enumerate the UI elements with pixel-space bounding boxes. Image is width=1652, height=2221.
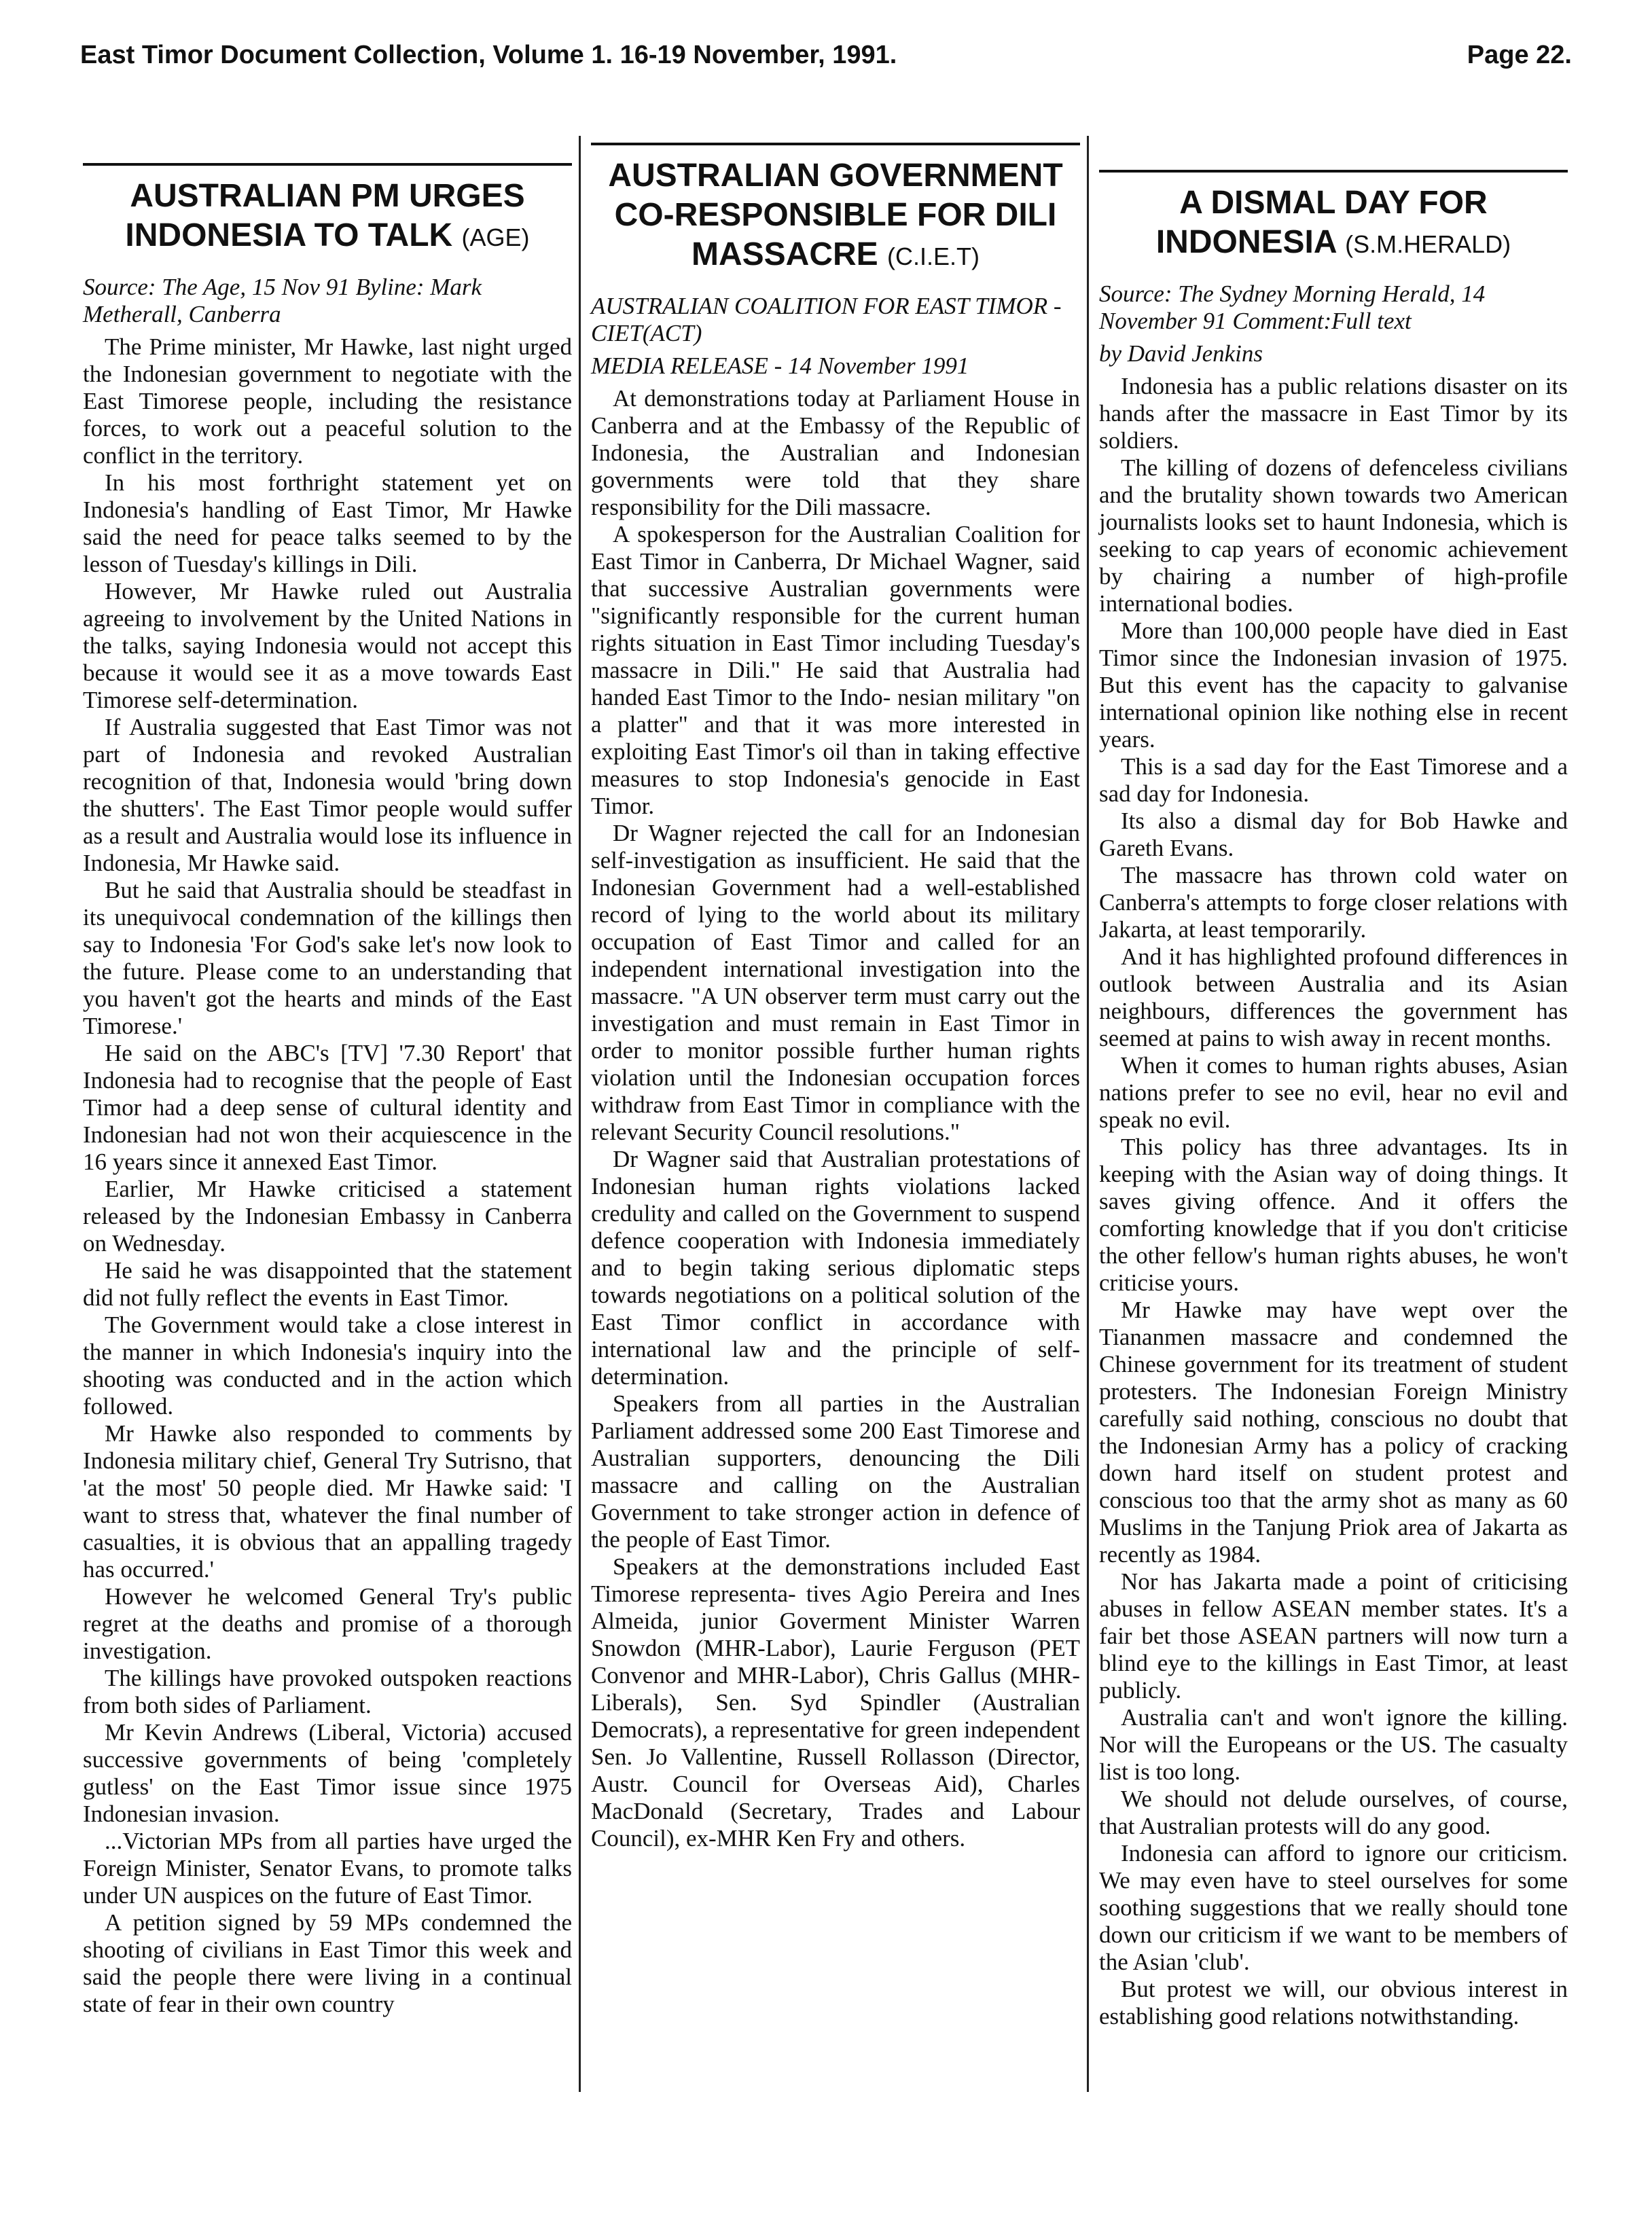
source-tag: (AGE)	[461, 223, 530, 251]
paragraph: Mr Kevin Andrews (Liberal, Victoria) accused successive governments of being 'completely gutless' on the East Timor issue since 1975 Indonesian invasion.	[83, 1719, 572, 1827]
article-source: Source: The Age, 15 Nov 91 Byline: Mark Metherall, Canberra	[83, 274, 482, 327]
paragraph: When it comes to human rights abuses, Asian nations prefer to see no evil, hear no evil and speak no evil.	[1099, 1052, 1568, 1133]
article-source: Source: The Sydney Morning Herald, 14 November 91 Comment:Full text	[1099, 281, 1486, 334]
paragraph: At demonstrations today at Parliament House in Canberra and at the Embassy of the Republic of Indonesia, the Australian and Indonesian governments were told that they share responsibility for the Dili massacre.	[591, 385, 1080, 520]
article-rule	[591, 143, 1080, 145]
paragraph: However, Mr Hawke ruled out Australia agreeing to involvement by the United Nations in the talks, saying Indonesia would not accept this because it would see it as a move towards East Timorese self-determination.	[83, 578, 572, 713]
paragraph: ...Victorian MPs from all parties have urged the Foreign Minister, Senator Evans, to promote talks under UN auspices on the future of East Timor.	[83, 1828, 572, 1909]
paragraph: He said he was disappointed that the statement did not fully reflect the events in East Timor.	[83, 1257, 572, 1311]
paragraph: He said on the ABC's [TV] '7.30 Report' that Indonesia had to recognise that the people of East Timor had a deep sense of cultural identity and Indonesian had not won their acquiescence in the 16 years since it annexed East Timor.	[83, 1040, 572, 1175]
paragraph: A petition signed by 59 MPs condemned the shooting of civilians in East Timor this week and said the people there were living in a continual state of fear in their own country	[83, 1909, 572, 2017]
paragraph: Nor has Jakarta made a point of criticising abuses in fellow ASEAN member states. It's a fair bet those ASEAN partners will now turn a blind eye to the killings in East Timor, at least publicly.	[1099, 1568, 1568, 1703]
column-divider	[579, 136, 581, 2092]
paragraph: But he said that Australia should be steadfast in its unequivocal condemnation of the killings then say to Indonesia 'For God's sake let's now look to the future. Please come to an understanding that you haven't got the hearts and minds of the East Timorese.'	[83, 877, 572, 1039]
paragraph: Dr Wagner rejected the call for an Indonesian self-investigation as insufficient. He said that the Indonesian Government had a well-established record of lying to the world about its military occupation of East Timor and called for an independent international investigation into the massacre. "A UN observer term must carry out the investigation and must remain in East Timor in order to monitor possible further human rights violation until the Indonesian occupation forces withdraw from East Timor in compliance with the relevant Security Council resolutions."	[591, 820, 1080, 1145]
source-tag: (C.I.E.T)	[887, 242, 980, 270]
article-source: MEDIA RELEASE - 14 November 1991	[591, 353, 969, 379]
paragraph: Australia can't and won't ignore the killing. Nor will the Europeans or the US. The casualty list is too long.	[1099, 1704, 1568, 1785]
paragraph: Mr Hawke may have wept over the Tiananmen massacre and condemned the Chinese government for its treatment of student protesters. The Indonesian Foreign Ministry carefully said nothing, conscious no doubt that the Indonesian Army has a policy of cracking down hard itself on student protest and conscious too that the army shot as many as 60 Muslims in the Tanjung Priok area of Jakarta as recently as 1984.	[1099, 1297, 1568, 1568]
paragraph: This is a sad day for the East Timorese and a sad day for Indonesia.	[1099, 753, 1568, 807]
paragraph: If Australia suggested that East Timor was not part of Indonesia and revoked Australian recognition of that, Indonesia would 'bring down the shutters'. The East Timor people would suffer as a result and Australia would lose its influence in Indonesia, Mr Hawke said.	[83, 714, 572, 876]
paragraph: The killings have provoked outspoken reactions from both sides of Parliament.	[83, 1665, 572, 1718]
paragraph: But protest we will, our obvious interest in establishing good relations notwithstanding.	[1099, 1976, 1568, 2029]
column-2	[591, 143, 1080, 1852]
article-byline: by David Jenkins	[1099, 340, 1263, 367]
paragraph: Indonesia can afford to ignore our criticism. We may even have to steel ourselves for some soothing suggestions that we really should tone down our criticism if we want to be members of the Asian 'club'.	[1099, 1840, 1568, 1975]
paragraph: However he welcomed General Try's public regret at the deaths and promise of a thorough investigation.	[83, 1583, 572, 1664]
paragraph: Earlier, Mr Hawke criticised a statement released by the Indonesian Embassy in Canberra on Wednesday.	[83, 1176, 572, 1257]
column-divider	[1087, 136, 1089, 2092]
paragraph: Indonesia has a public relations disaster on its hands after the massacre in East Timor by its soldiers.	[1099, 373, 1568, 454]
paragraph: A spokesperson for the Australian Coalition for East Timor in Canberra, Dr Michael Wagner, said that successive Australian governments were "significantly responsible for the current human rights situation in East Timor including Tuesday's massacre in Dili." He said that Australia had handed East Timor to the Indo- nesian military "on a platter" and that it was more interested in exploiting East Timor's oil than in taking effective measures to stop Indonesia's genocide in East Timor.	[591, 521, 1080, 819]
paragraph: This policy has three advantages. Its in keeping with the Asian way of doing things. It saves giving offence. And it offers the comforting knowledge that if you don't criticise the other fellow's human rights abuses, he won't criticise yours.	[1099, 1134, 1568, 1296]
paragraph: The Government would take a close interest in the manner in which Indonesia's inquiry into the shooting was conducted and in the action which followed.	[83, 1312, 572, 1420]
column-3	[1099, 170, 1568, 2030]
article-rule	[83, 163, 572, 166]
article-headline: AUSTRALIAN GOVERNMENT CO-RESPONSIBLE FOR DILI MASSACRE (C.I.E.T)	[608, 158, 1063, 272]
article-headline: AUSTRALIAN PM URGES INDONESIA TO TALK (AGE)	[125, 178, 530, 253]
paragraph: And it has highlighted profound differences in outlook between Australia and its Asian neighbours, differences the government has seemed at pains to wish away in recent months.	[1099, 943, 1568, 1051]
paragraph: Speakers from all parties in the Australian Parliament addressed some 200 East Timorese and Australian supporters, denouncing the Dili massacre and calling on the Australian Government to take stronger action in defence of the people of East Timor.	[591, 1390, 1080, 1553]
paragraph: The killing of dozens of defenceless civilians and the brutality shown towards two American journalists looks set to haunt Indonesia, which is seeking to cap years of economic achievement by chairing a number of high-profile international bodies.	[1099, 454, 1568, 617]
paragraph: Its also a dismal day for Bob Hawke and Gareth Evans.	[1099, 808, 1568, 861]
paragraph: More than 100,000 people have died in East Timor since the Indonesian invasion of 1975. But this event has the capacity to galvanise international opinion like nothing else in recent years.	[1099, 617, 1568, 753]
article-rule	[1099, 170, 1568, 173]
collection-title: East Timor Document Collection, Volume 1. 16-19 November, 1991.	[80, 41, 897, 69]
running-header	[80, 41, 1572, 82]
paragraph: The Prime minister, Mr Hawke, last night urged the Indonesian government to negotiate with the East Timorese people, including the resistance forces, to work out a peaceful solution to the conflict in the territory.	[83, 333, 572, 469]
article-source: AUSTRALIAN COALITION FOR EAST TIMOR - CIET(ACT)	[591, 293, 1062, 346]
paragraph: Mr Hawke also responded to comments by Indonesia military chief, General Try Sutrisno, that 'at the most' 50 people died. Mr Hawke said: 'I want to stress that, whatever the final number of casualties, it is obvious that an appalling tragedy has occurred.'	[83, 1420, 572, 1583]
source-tag: (S.M.HERALD)	[1345, 230, 1511, 258]
paragraph: The massacre has thrown cold water on Canberra's attempts to forge closer relations with Jakarta, at least temporarily.	[1099, 862, 1568, 943]
article-headline: A DISMAL DAY FOR INDONESIA (S.M.HERALD)	[1155, 185, 1511, 260]
paragraph: Speakers at the demonstrations included East Timorese representa- tives Agio Pereira and Ines Almeida, junior Goverment Minister Warren Snowdon (MHR-Labor), Laurie Ferguson (PET Convenor and MHR-Labor), Chris Gallus (MHR-Liberals), Sen. Syd Spindler (Australian Democrats), a representative for green independent Sen. Jo Vallentine, Russell Rollasson (Director, Austr. Council for Overseas Aid), Charles MacDonald (Secretary, Trades and Labour Council), ex-MHR Ken Fry and others.	[591, 1553, 1080, 1852]
page-number: Page 22.	[1467, 41, 1572, 69]
paragraph: Dr Wagner said that Australian protestations of Indonesian human rights violations lacked credulity and called on the Government to suspend defence cooperation with Indonesia immediately and to begin taking serious diplomatic steps towards negotiations on a political solution of the East Timor conflict in accordance with international law and the principle of self-determination.	[591, 1146, 1080, 1390]
paragraph: In his most forthright statement yet on Indonesia's handling of East Timor, Mr Hawke said the need for peace talks seemed to by the lesson of Tuesday's killings in Dili.	[83, 469, 572, 577]
column-1	[83, 163, 572, 2018]
paragraph: We should not delude ourselves, of course, that Australian protests will do any good.	[1099, 1786, 1568, 1839]
